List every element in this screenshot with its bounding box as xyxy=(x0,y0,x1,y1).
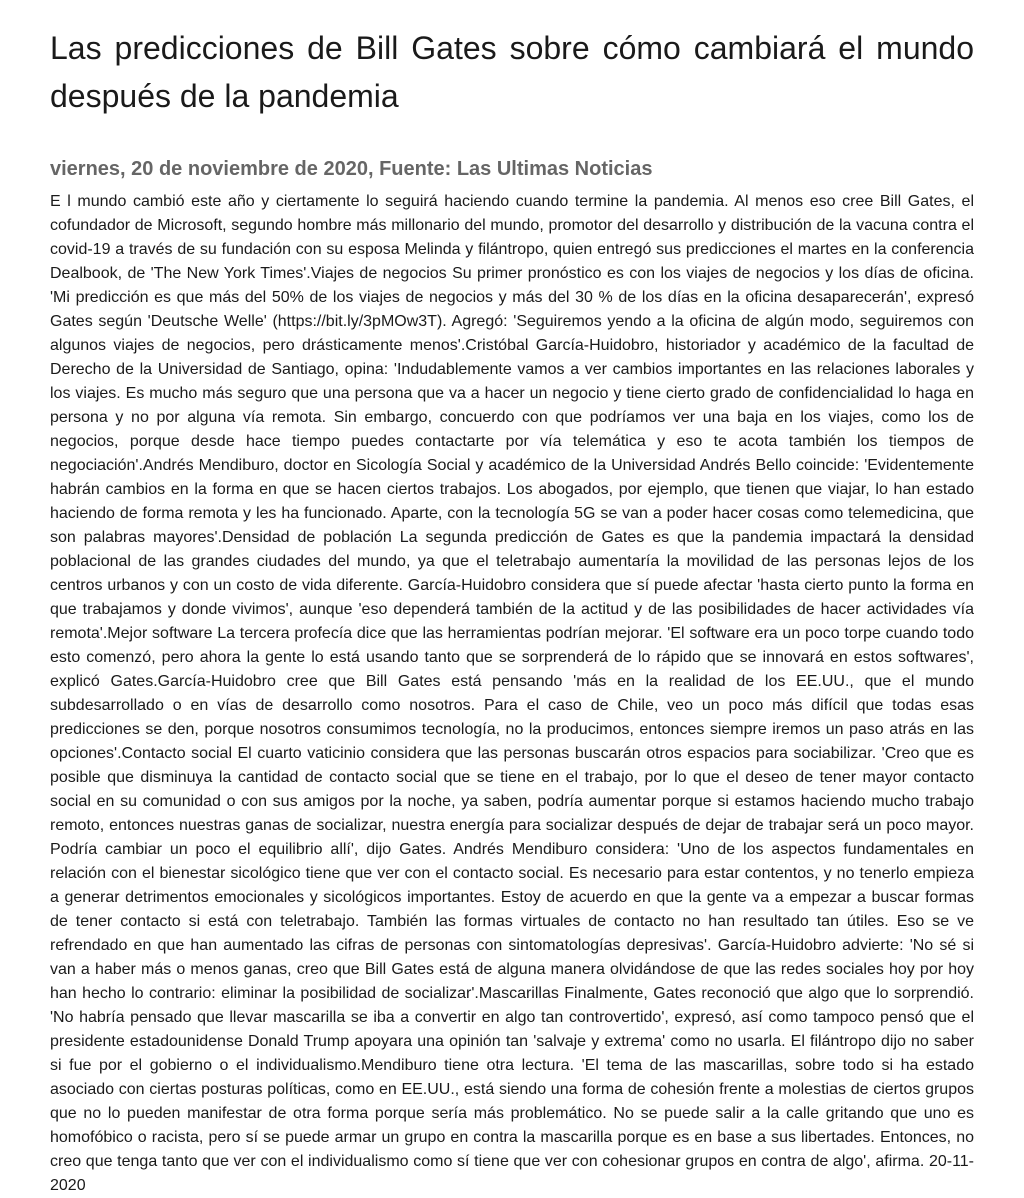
article-body: E l mundo cambió este año y ciertamente lo seguirá haciendo cuando termine la pandemia. Al menos eso cree Bill Gates, el cofundador de Microsoft, segundo hombre más millonario del mundo, promotor del desarrollo y distribución de la vacuna contra el covid-19 a través de su fundación con su esposa Melinda y filántropo, quien entregó sus predicciones el martes en la conferencia Dealbook, de 'The New York Times'.Viajes de negocios Su primer pronóstico es con los viajes de negocios y los días de oficina. 'Mi predicción es que más del 50% de los viajes de negocios y más del 30 % de los días en la oficina desaparecerán', expresó Gates según 'Deutsche Welle' (https://bit.ly/3pMOw3T). Agregó: 'Seguiremos yendo a la oficina de algún modo, seguiremos con algunos viajes de negocios, pero drásticamente menos'.Cristóbal García-Huidobro, historiador y académico de la facultad de Derecho de la Universidad de Santiago, opina: 'Indudablemente vamos a ver cambios importantes en las relaciones laborales y los viajes. Es mucho más seguro que una persona que va a hacer un negocio y tiene cierto grado de confidencialidad lo haga en persona y no por alguna vía remota. Sin embargo, concuerdo con que podríamos ver una baja en los viajes, como los de negocios, porque desde hace tiempo puedes contactarte por vía telemática y eso te acota también los tiempos de negociación'.Andrés Mendiburo, doctor en Sicología Social y académico de la Universidad Andrés Bello coincide: 'Evidentemente habrán cambios en la forma en que se hacen ciertos trabajos. Los abogados, por ejemplo, que tienen que viajar, lo han estado haciendo de forma remota y les ha funcionado. Aparte, con la tecnología 5G se van a poder hacer cosas como telemedicina, que son palabras mayores'.Densidad de población La segunda predicción de Gates es que la pandemia impactará la densidad poblacional de las grandes ciudades del mundo, ya que el teletrabajo aumentaría la movilidad de las personas lejos de los centros urbanos y con un costo de vida diferente. García-Huidobro considera que sí puede afectar 'hasta cierto punto la forma en que trabajamos y donde vivimos', aunque 'eso dependerá también de la actitud y de las posibilidades de hacer actividades vía remota'.Mejor software La tercera profecía dice que las herramientas podrían mejorar. 'El software era un poco torpe cuando todo esto comenzó, pero ahora la gente lo está usando tanto que se sorprenderá de lo rápido que se innovará en estos softwares', explicó Gates.García-Huidobro cree que Bill Gates está pensando 'más en la realidad de los EE.UU., que el mundo subdesarrollado o en vías de desarrollo como nosotros. Para el caso de Chile, veo un poco más difícil que todas esas predicciones se den, porque nosotros consumimos tecnología, no la producimos, entonces siempre iremos un paso atrás en las opciones'.Contacto social El cuarto vaticinio considera que las personas buscarán otros espacios para sociabilizar. 'Creo que es posible que disminuya la cantidad de contacto social que se tiene en el trabajo, por lo que el deseo de tener mayor contacto social en su comunidad o con sus amigos por la noche, ya saben, podría aumentar porque si estamos haciendo mucho trabajo remoto, entonces nuestras ganas de socializar, nuestra energía para socializar después de dejar de trabajar será un poco mayor. Podría cambiar un poco el equilibrio allí', dijo Gates. Andrés Mendiburo considera: 'Uno de los aspectos fundamentales en relación con el bienestar sicológico tiene que ver con el contacto social. Es necesario para estar contentos, y no tenerlo empieza a generar detrimentos emocionales y sicológicos importantes. Estoy de acuerdo en que la gente va a empezar a buscar formas de tener contacto si está con teletrabajo. También las formas virtuales de contacto no han resultado tan útiles. Eso se ve refrendado en que han aumentado las cifras de personas con sintomatologías depresivas'. García-Huidobro advierte: 'No sé si van a haber más o menos ganas, creo que Bill Gates está de alguna manera olvidándose de que las redes sociales hoy por hoy han hecho lo contrario: eliminar la posibilidad de socializar'.Mascarillas Finalmente, Gates reconoció que algo que lo sorprendió. 'No habría pensado que llevar mascarilla se iba a convertir en algo tan controvertido', expresó, así como tampoco pensó que el presidente estadounidense Donald Trump apoyara una opinión tan 'salvaje y extrema' como no usarla. El filántropo dijo no saber si fue por el gobierno o el individualismo.Mendiburo tiene otra lectura. 'El tema de las mascarillas, sobre todo si ha estado asociado con ciertas posturas políticas, como en EE.UU., está siendo una forma de cohesión frente a molestias de ciertos grupos que no lo pueden manifestar de otra forma porque sería más problemático. No se puede salir a la calle gritando que uno es homofóbico o racista, pero sí se puede armar un grupo en contra la mascarilla porque es en base a sus libertades. Entonces, no creo que tenga tanto que ver con el individualismo como sí tiene que ver con cohesionar grupos en contra de algo', afirma. 20-11-2020 xyxy=(50,193,974,1194)
article-title: Las predicciones de Bill Gates sobre cómo cambiará el mundo después de la pandemia xyxy=(50,30,974,114)
article-date-source: viernes, 20 de noviembre de 2020, Fuente: Las Ultimas Noticias xyxy=(50,158,653,180)
